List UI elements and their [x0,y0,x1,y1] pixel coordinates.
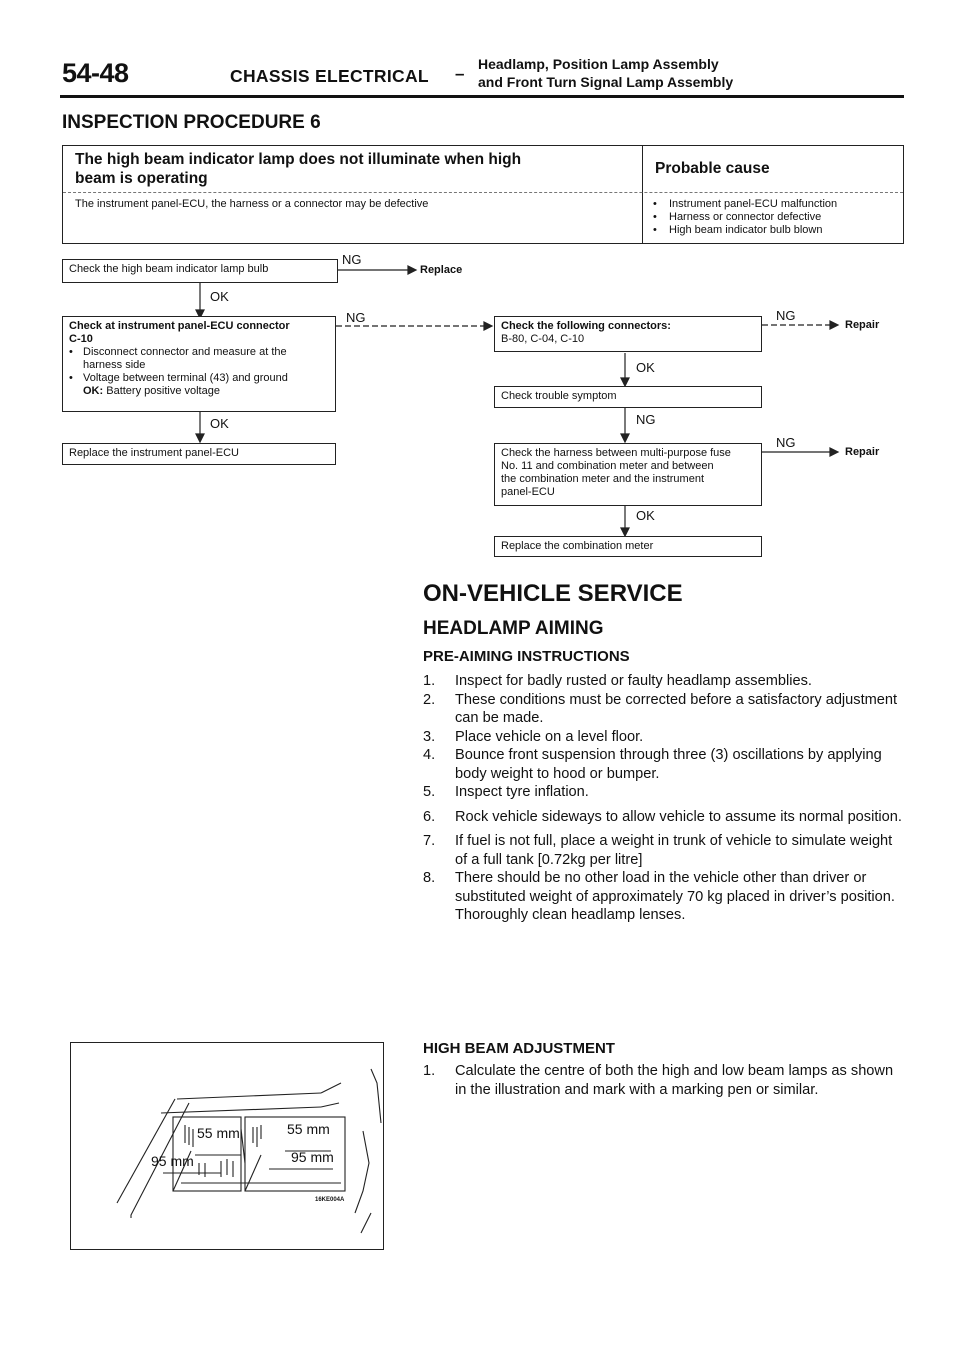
ng-label: NG [776,308,796,323]
figure-code: 16KE004A [315,1197,345,1203]
list-item: 5. Inspect tyre inflation. [423,784,589,800]
pre-aiming-list [423,672,905,925]
dimension-label: 95 mm [151,1153,194,1169]
headlamp-illustration [70,1042,384,1250]
ok-label: OK [636,508,655,523]
ok-label: OK [636,360,655,375]
dimension-label: 55 mm [197,1125,240,1141]
list-item: 3. Place vehicle on a level floor. [423,728,644,745]
high-beam-heading: HIGH BEAM ADJUSTMENT [423,1040,615,1057]
replace-ecu-box: Replace the instrument panel-ECU [62,443,336,465]
service-heading: ON-VEHICLE SERVICE [423,580,683,607]
list-item: 6. Rock vehicle sideways to allow vehicle to assume its normal position. [423,808,902,825]
clean-note: Thoroughly clean headlamp lenses. [455,907,686,923]
check-harness-box: Check the harness between multi-purpose fuse No. 11 and combination meter and between the combination meter and the instrument panel-ECU [494,443,762,506]
list-item: 1. Calculate the centre of both the high and low beam lamps as shown in the illustration and mark with a marking pen or similar. [423,1063,894,1098]
symptom-line-1: The high beam indicator lamp does not illuminate when high [75,151,522,168]
ng-label: NG [342,252,362,267]
list-item: 7. If fuel is not full, place a weight in trunk of vehicle to simulate weight of a full tank [0.72kg per litre] [423,833,893,868]
high-beam-list [423,1062,905,1099]
probable-cause-header: Probable cause [655,160,770,177]
check-bulb-box: Check the high beam indicator lamp bulb [62,259,338,283]
replace-meter-box: Replace the combination meter [494,536,762,557]
check-connectors-box: Check the following connectors: B-80, C-04, C-10 [494,316,762,352]
ok-label: OK [210,289,229,304]
ng-label: NG [636,412,656,427]
list-item: 2. These conditions must be corrected before a satisfactory adjustment can be made. [423,691,898,726]
symptom-line-2: beam is operating [75,170,208,187]
dimension-label: 95 mm [291,1149,334,1165]
probable-cause-item: • Harness or connector defective [653,211,822,223]
section-title: CHASSIS ELECTRICAL [230,66,429,86]
symptom-description: The instrument panel-ECU, the harness or a connector may be defective [75,198,429,210]
replace-label: Replace [420,264,463,276]
list-item: 4. Bounce front suspension through three (3) oscillations by applying body weight to hood or bumper. [423,747,882,782]
repair-label: Repair [845,319,880,331]
list-item: 1. Inspect for badly rusted or faulty headlamp assemblies. [423,673,812,689]
page-number: 54-48 [62,58,129,88]
probable-cause-item: • Instrument panel-ECU malfunction [653,198,838,210]
ng-label: NG [776,435,796,450]
check-trouble-box: Check trouble symptom [494,386,762,408]
subtitle-line-1: Headlamp, Position Lamp Assembly [478,56,719,72]
check-ecu-box: Check at instrument panel-ECU connector C-10 • Disconnect connector and measure at the harness side • Voltage between terminal (43) and ground OK: Battery positive voltage [62,316,336,412]
subtitle-line-2: and Front Turn Signal Lamp Assembly [478,74,734,90]
flowchart-connectors [0,0,960,600]
list-item: 8. There should be no other load in the vehicle other than driver or substituted weight of approximately 70 kg placed in driver’s position. [423,870,895,905]
dimension-label: 55 mm [287,1121,330,1137]
title-dash: – [455,64,465,83]
headlamp-drawing [71,1043,383,1249]
probable-cause-item: • High beam indicator bulb blown [653,224,823,236]
ng-label: NG [346,310,366,325]
ok-label: OK [210,416,229,431]
aiming-heading: HEADLAMP AIMING [423,618,604,639]
repair-label: Repair [845,446,880,458]
pre-aiming-heading: PRE-AIMING INSTRUCTIONS [423,648,630,665]
procedure-title: INSPECTION PROCEDURE 6 [62,112,321,133]
